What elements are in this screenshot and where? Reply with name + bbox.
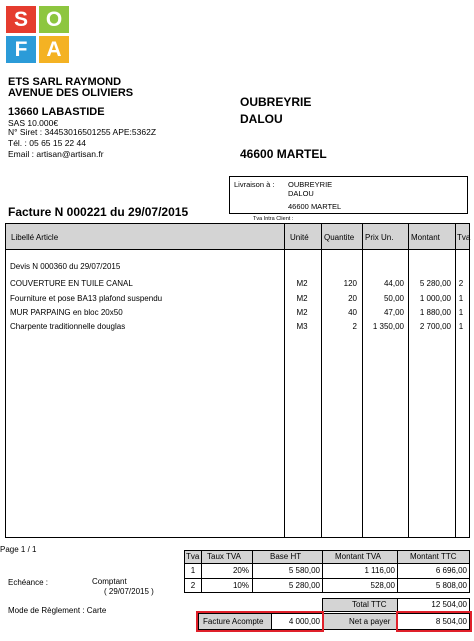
header-quantite: Quantite [324,233,355,242]
column-divider [455,224,456,537]
column-divider [252,550,253,593]
row-montant: 1 000,00 [419,294,451,303]
quote-reference: Devis N 000360 du 29/07/2015 [10,262,121,271]
net-highlight [396,611,472,632]
vat-row-base: 5 580,00 [288,566,320,575]
row-libelle: MUR PARPAING en bloc 20x50 [10,308,123,317]
row-libelle: Charpente traditionnelle douglas [10,322,126,331]
company-sas: SAS 10.000€ [8,118,59,128]
client-name: OUBREYRIE [240,95,312,109]
company-phone: Tél. : 05 65 15 22 44 [8,138,86,148]
vat-row-montant: 528,00 [370,581,395,590]
due-date-label: Echéance : [8,578,49,587]
company-name: ETS SARL RAYMOND [8,76,122,88]
delivery-city: 46600 MARTEL [288,202,342,211]
row-quantite: 20 [348,294,357,303]
acompte-label: Facture Acompte [203,617,264,626]
vat-row-taux: 20% [232,566,249,575]
vat-row-tva: 1 [190,566,196,575]
row-quantite: 40 [348,308,357,317]
page-number: Page 1 / 1 [0,545,37,554]
delivery-name: OUBREYRIE [288,180,333,189]
logo-letter-s: S [6,6,36,33]
header-unite: Unité [290,233,309,242]
column-divider [284,224,285,537]
acompte-value: 4 000,00 [288,617,320,626]
header-tva: Tva [457,233,471,242]
articles-table-header [6,224,469,250]
row-prix: 50,00 [383,294,404,303]
row-divider [184,578,470,579]
net-value: 8 504,00 [435,617,467,626]
vat-row-taux: 10% [232,581,249,590]
row-tva: 1 [458,322,464,331]
row-unite: M3 [296,322,308,331]
vat-row-tva: 2 [190,581,196,590]
vat-header-montant: Montant TVA [335,552,381,561]
row-tva: 1 [458,294,464,303]
column-divider [322,550,323,593]
row-libelle: COUVERTURE EN TUILE CANAL [10,279,133,288]
logo-letter-f: F [6,36,36,63]
payment-mode: Mode de Règlement : Carte [8,606,107,615]
row-prix: 47,00 [383,308,404,317]
row-unite: M2 [296,294,308,303]
column-divider [362,224,363,537]
vat-row-montant: 1 116,00 [364,566,395,575]
company-street: AVENUE DES OLIVIERS [8,87,134,99]
row-prix: 1 350,00 [372,322,404,331]
delivery-label: Livraison à : [234,180,275,189]
vat-header-ttc: Montant TTC [410,552,457,561]
vat-row-ttc: 5 808,00 [435,581,467,590]
vat-header-tva: Tva [186,552,200,561]
total-ttc-label: Total TTC [352,600,387,609]
company-email: Email : artisan@artisan.fr [8,149,104,159]
row-quantite: 120 [343,279,357,288]
vat-header-taux: Taux TVA [207,552,241,561]
logo-letter-a: A [39,36,69,63]
company-city: 13660 LABASTIDE [8,106,105,118]
column-divider [397,550,398,593]
logo-letter-o: O [39,6,69,33]
row-unite: M2 [296,279,308,288]
row-montant: 1 880,00 [419,308,451,317]
column-divider [321,224,322,537]
row-quantite: 2 [352,322,357,331]
net-label: Net a payer [349,617,391,626]
invoice-title: Facture N 000221 du 29/07/2015 [8,205,189,219]
column-divider [408,224,409,537]
vat-row-ttc: 6 696,00 [435,566,467,575]
row-montant: 2 700,00 [419,322,451,331]
header-prix: Prix Un. [365,233,394,242]
company-siret: N° Siret : 34453016501255 APE:5362Z [8,127,157,137]
column-divider [201,550,202,593]
header-libelle: Libellé Article [11,233,59,242]
total-ttc-value: 12 504,00 [431,600,467,609]
due-date-value: Comptant [92,577,127,586]
row-montant: 5 280,00 [419,279,451,288]
row-unite: M2 [296,308,308,317]
row-libelle: Fourniture et pose BA13 plafond suspendu [10,294,163,303]
vat-header-base: Base HT [270,552,302,561]
client-street: DALOU [240,112,283,126]
client-city: 46600 MARTEL [240,147,327,161]
delivery-address-box [229,176,468,214]
vat-row-base: 5 280,00 [288,581,320,590]
tva-intra-client: Tva Intra Client : [253,216,294,222]
header-montant: Montant [411,233,440,242]
due-date-date: ( 29/07/2015 ) [104,587,154,596]
row-tva: 1 [458,308,464,317]
delivery-street: DALOU [288,189,314,198]
row-tva: 2 [458,279,464,288]
acompte-highlight [196,611,324,632]
row-prix: 44,00 [383,279,404,288]
sofa-logo [6,6,70,63]
